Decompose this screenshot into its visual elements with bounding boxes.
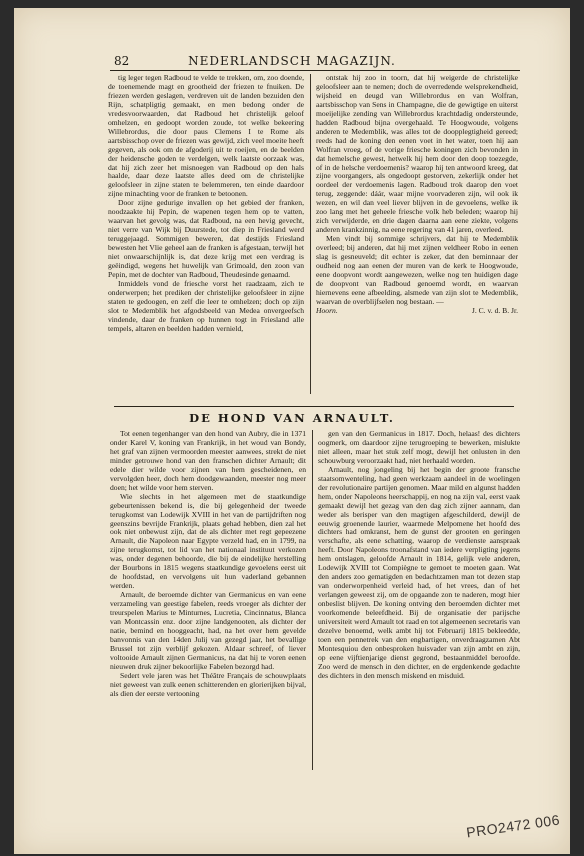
top-right-column: [316, 74, 518, 404]
bottom-right-column: [318, 430, 520, 776]
signature-name: J. C. v. d. B. Jr.: [471, 305, 518, 315]
header-rule: [110, 70, 520, 71]
paragraph: Inmiddels vond de friesche vorst het raadzaam, zich te onderwerpen; het prediken der christelijke geloofsleer in zijne staten te gedoogen, en zelf die leer te omhelzen; doch op zijn slot te Medemblik het afgodsbeeld van Medea onvergeefsch vindende, daar de franken op hunnen togt in Friesland alle tempels, altaren en beelden hadden vernield,: [108, 278, 304, 333]
archive-stamp: PRO2472 006: [465, 811, 561, 841]
paragraph: tig leger tegen Radboud te velde te trekken, om, zoo doende, de toenemende magt en grootheid der friezen te fnuiken. De friezen werden geslagen, verdreven uit de landen bezuiden den Rijn, schatpligtig gemaakt, en men bedong onder de vredesvoorwaarden, dat Radboud het christelijk geloof omhelzen, en gedoopt worden zoude, tot welke bekeering Willebrordus, die door paus Clemens I te Rome als aartsbisschop over de friezen was gewijd, zich veel moeite heeft gegeven, als ook om de afgoderij uit te roeijen, en de beelden der heidensche goden te verdelgen, welk laatste oorzaak was, dat hij zich zeer het misnoegen van Radboud op den hals haalde, daar deze laatste alles deed om de christelijke geloofsleer in zijne staten te belemmeren, ten einde daardoor zijne minachting voor de franken te betoonen.: [108, 74, 304, 199]
magazine-page: [14, 8, 570, 854]
running-title: NEDERLANDSCH MAGAZIJN.: [188, 54, 396, 68]
page-number: 82: [114, 54, 130, 68]
paragraph: Men vindt bij sommige schrijvers, dat hij te Medemblik overleed; bij anderen, dat hij met zijnen veldheer Robo in eenen slag is gesneuveld; dit echter is zeker, dat den beminnaar der oudheid nog aan eenen der muren van de kerk te Hoogwoude, eene doopvont wordt aangewezen, welke nog ten huidigen dage de doopvont van Radboud genoemd wordt, en waarvan hiernevens eene afbeelding, alsmede van zijn slot te Medemblik, waarvan de overblijfselen nog bestaan. —: [316, 234, 518, 306]
paragraph: Door zijne gedurige invallen op het gebied der franken, noodzaakte hij Pepin, de wapenen tegen hem op te vatten, waarvan het gevolg was, dat Radboud, na een hevig gevecht, niet verre van Wijk bij Duurstede, tot diep in Friesland werd teruggejaagd. Sommigen beweren, dat destijds Friesland bewesten het Vlie geheel aan de franken is afgestaan, terwijl het niet onwaarschijnlijk is, dat deze krijg met een verdrag is geëindigd, wegens het huwelijk van Grimoald, den zoon van Pepin, met de dochter van Radboud, Theudesinde genaamd.: [108, 198, 304, 279]
paragraph: Arnault, nog jongeling bij het begin der groote fransche staatsomwenteling, had geen werkzaam aandeel in de woelingen der revolutionaire partijen genomen. Maar mild en algunst hadden hem, onder Napoleons heerschappij, en nog na zijn val, eerst vaak gemaakt dewijl het gezag van den dag zich zijner aannam, dan weder als berisper van den magtigen afgeschilderd, dewijl de eeuwig groenende laurier, waarmede Melpomene het hoofd des dichters had omkranst, hem de gunst der grooten en geringen verschafte, als eene schatting, waarop de verdienste aanspraak heeft. Door Napoleons troonafstand van iedere verpligting jegens hem ontslagen, geloofde Arnault in 1814, gelijk vele anderen, Lodewijk XVIII tot Compiègne te gemoet te moeten gaan. Wat den anders zoo gematigden en bedachtzamen man tot dezen stap van onderworpenheid verleid had, of het vrees, dan of het verlangen geweest zij, om de opgaande zon te naderen, mogt hier onbeslist blijven. De koning ontving den beroemden dichter met voorkomende beleefdheid. Bij de organisatie der parijsche universiteit werd Arnault tot raad en tot algemeenen secretaris van dezelve benoemd, welk ambt hij tot Februarij 1815 bekleedde, toen een pennetrek van den engbartigen, onverdraagzamen Abt Montesquiou den onbesproken huisvader van zijn ambt en zijn, op eene vijftienjarige dienst gegrond, bestaanmiddel beroofde. Zoo werd de mensch in den dichter, en de ergdenkende gedachte des dichters in den mensch miskend en misduid.: [318, 464, 520, 680]
column-divider: [310, 74, 311, 394]
column-divider-2: [312, 430, 313, 770]
section-rule: [114, 406, 514, 407]
paragraph: Sedert vele jaren was het Théâtre Français de schouwplaats niet geweest van zulk eenen schitterenden en glorierijken bijval, als dien der eerste vertooning: [110, 670, 306, 698]
signature-place: Hoorn.: [316, 305, 338, 315]
signature: [316, 307, 518, 316]
paragraph: Arnault, de beroemde dichter van Germanicus en van eene verzameling van geestige fabelen, reeds vroeger als dichter der treurspelen Marius te Minturnes, Lucretia, Cincinnatus, Blanca van Montcassin enz. door zijne landgenooten, als dichter der natie, bemind en hooggeacht, had, na het over hem gevelde banvonnis van den 14den Julij van gezegd jaar, het bevallige Brussel tot zijn verblijf gekozen. Aldaar schreef, of liever voltooide Arnault zijnen Germanicus, na dat hij te voren eenen nieuwen druk zijner bekoorlijke Fabelen bezorgd had.: [110, 590, 306, 671]
bottom-left-column: [110, 430, 306, 776]
paragraph: Wie slechts in het algemeen met de staatkundige gebeurtenissen bekend is, die bij gelegenheid der tweede terugkomst van Lodewijk XVIII in het van de partijdriften nog geenszins bevrijde Frankrijk, plaats gehad hebben, dien zal het ook niet onbewust zijn, dat de als dichter met regt gepeezene Arnault, die Napoleon naar Egypte verzeld had, en in 1799, na zijne terugkomst, tot lid van het nationaal instituut verkozen was, onder degenen behoorde, die bij de eindelijke herstelling der Bourbons in 1815 wegens staatkundige gevoelens eerst uit de hoofdstad, en vervolgens uit hun vaderland gebannen werden.: [110, 491, 306, 591]
paragraph: Tot eenen tegenhanger van den hond van Aubry, die in 1371 onder Karel V, koning van Frankrijk, in het woud van Bondy, het graf van zijnen vermoorden meester aanwees, strekt de niet minder getrouwe hond van den franschen dichter Arnault; dit edele dier wilde voor zijnen van hem gescheidenen, en vervolgden heer, doch hem doodgewaanden, meester nog meer doen; het wilde voor hem sterven.: [110, 430, 306, 492]
article-title: DE HOND VAN ARNAULT.: [189, 411, 395, 425]
paragraph: gen van den Germanicus in 1817. Doch, helaas! des dichters oogmerk, om daardoor zijne terugroeping te bewerken, mislukte niet alleen, maar het stuk zelf mogt, dewijl het onlusten in den schouwburg veroorzaakt had, niet herhaald worden.: [318, 430, 520, 465]
top-left-column: [108, 74, 304, 410]
paragraph: ontstak hij zoo in toorn, dat hij weigerde de christelijke geloofsleer aan te nemen; doch de overredende welsprekendheid, wijsheid en deugd van Willebrordus en van Wolfran, aartsbisschop van Sens in Champagne, die de gewigtige en uiterst moeijelijke zending van Willebrordus krachtdadig ondersteunde, hadden Radboud bijna overgehaald. Te Hoogwoude, volgens anderen te Medemblik, was alles tot de doopplegtigheid gereed; reeds had de koning den eenen voet in het water, toen hij aan Wolfran vroeg, of de vorige friesche koningen zich bevonden in dat hemelsche gewest, hetwelk hij hem door den doop toezegde, of in de helsche verdoemenis? waarop hij ten antwoord kreeg, dat zijne voorgangers, als ongedoopt gestorven, zekerlijk onder het oordeel der verdoemenis lagen. Radboud trok daarop den voet terug, zeggende: dáár, waar mijne voorvaderen zijn, wil ook ik wezen, en wil dan veel liever blijven in de gevoelens, welke ik zoo lang met het geheele friesche volk heb beleden; waarop hij zich verwijderde, en drie dagen daarna aan eene ziekte, volgens anderen krankzinnig, na eene regering van 41 jaren, overleed.: [316, 74, 518, 235]
